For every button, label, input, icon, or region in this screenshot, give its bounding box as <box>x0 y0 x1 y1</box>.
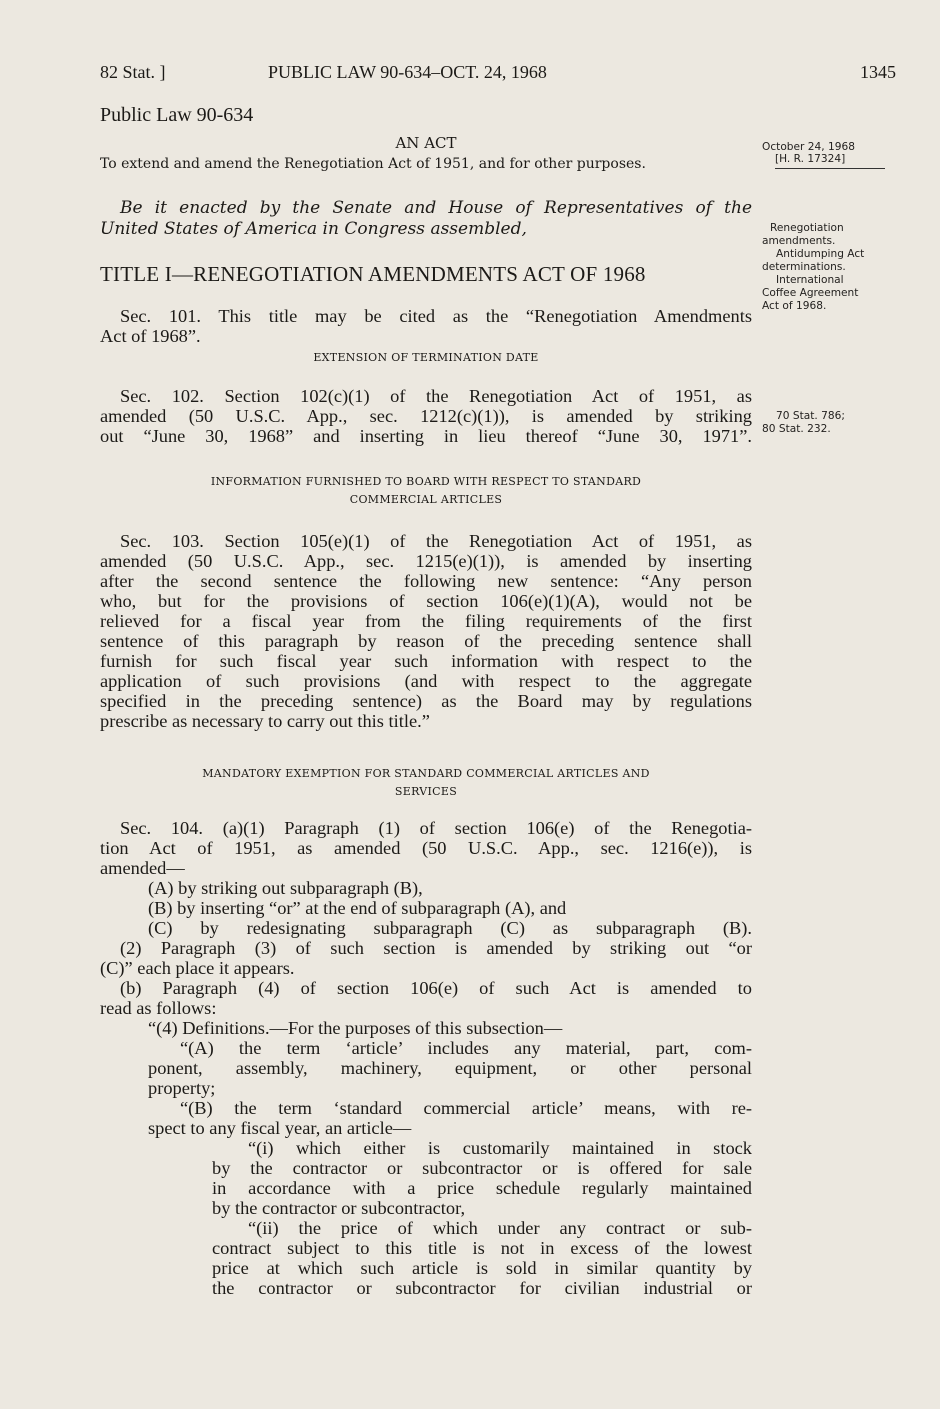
volume-reference: 82 Stat. ] <box>100 62 166 82</box>
law-identifier: Public Law 90-634 <box>100 104 254 126</box>
section-101: Sec. 101. This title may be cited as the “Renegotiation Amendments Act of 1968”. <box>100 306 752 346</box>
margin-note-bill-number: [H. R. 17324] <box>775 153 885 169</box>
an-act-label: AN ACT <box>395 134 457 152</box>
margin-note-statute-references: 70 Stat. 786; 80 Stat. 232. <box>762 410 845 435</box>
heading-section-102: EXTENSION OF TERMINATION DATE <box>313 351 539 364</box>
section-104: Sec. 104. (a)(1) Paragraph (1) of section 106(e) of the Renegotia- tion Act of 1951, as amended (50 U.S.C. App., sec. 1216(e)), is amended— (A) by striking out subparagraph (B), (B) by inserting “or” at the end of subparagraph (A), and (C) by redesignating subparagraph (C) as subparagraph (B). (2) Paragraph (3) of such section is amended by striking out “or (C)” each place it appears. (b) Paragraph (4) of section 106(e) of such Act is amended to read as follows: “(4) Definitions.—For the purposes of this subsection— “(A) the term ‘article’ includes any material, part, com- ponent, assembly, machinery, equipment, or other personal property; “(B) the term ‘standard commercial article’ means, with re- spect to any fiscal year, an article— “(i) which either is customarily maintained in stock by the contractor or subcontractor or is offered for sale in accordance with a price schedule regularly maintained by the contractor or subcontractor, “(ii) the price of which under any contract or sub- contract subject to this title is not in excess of the lowest price at which such article is sold in similar quantity by the contractor or subcontractor for civilian industrial or <box>100 818 752 1298</box>
heading-section-104: MANDATORY EXEMPTION FOR STANDARD COMMERCIAL ARTICLES AND SERVICES <box>202 767 650 798</box>
margin-note-date: October 24, 1968 <box>762 141 855 153</box>
heading-section-103: INFORMATION FURNISHED TO BOARD WITH RESPECT TO STANDARD COMMERCIAL ARTICLES <box>210 475 642 506</box>
running-title: PUBLIC LAW 90-634–OCT. 24, 1968 <box>268 62 547 82</box>
section-102: Sec. 102. Section 102(c)(1) of the Renegotiation Act of 1951, as amended (50 U.S.C. App., sec. 1212(c)(1)), is amended by striking out “June 30, 1968” and inserting in lieu thereof “June 30, 1971”. <box>100 386 752 446</box>
page-number: 1345 <box>860 62 896 82</box>
title-heading: TITLE I—RENEGOTIATION AMENDMENTS ACT OF 1968 <box>100 262 646 286</box>
enacting-clause: Be it enacted by the Senate and House of Representatives of the United States of America in Congress assembled, <box>100 198 752 239</box>
margin-note-renegotiation: Renegotiation amendments. Antidumping Act determinations. International Coffee Agreement Act of 1968. <box>762 222 865 312</box>
act-purpose: To extend and amend the Renegotiation Act of 1951, and for other purposes. <box>100 156 646 172</box>
section-103: Sec. 103. Section 105(e)(1) of the Renegotiation Act of 1951, as amended (50 U.S.C. App., sec. 1215(e)(1)), is amended by inserting after the second sentence the following new sentence: “Any person who, but for the provisions of section 106(e)(1)(A), would not be relieved for a fiscal year from the filing requirements of the first sentence of this paragraph by reason of the preceding sentence shall furnish for such fiscal year such information with respect to the application of such provisions (and with respect to the aggregate specified in the preceding sentence) as the Board may by regulations prescribe as necessary to carry out this title.” <box>100 531 752 731</box>
